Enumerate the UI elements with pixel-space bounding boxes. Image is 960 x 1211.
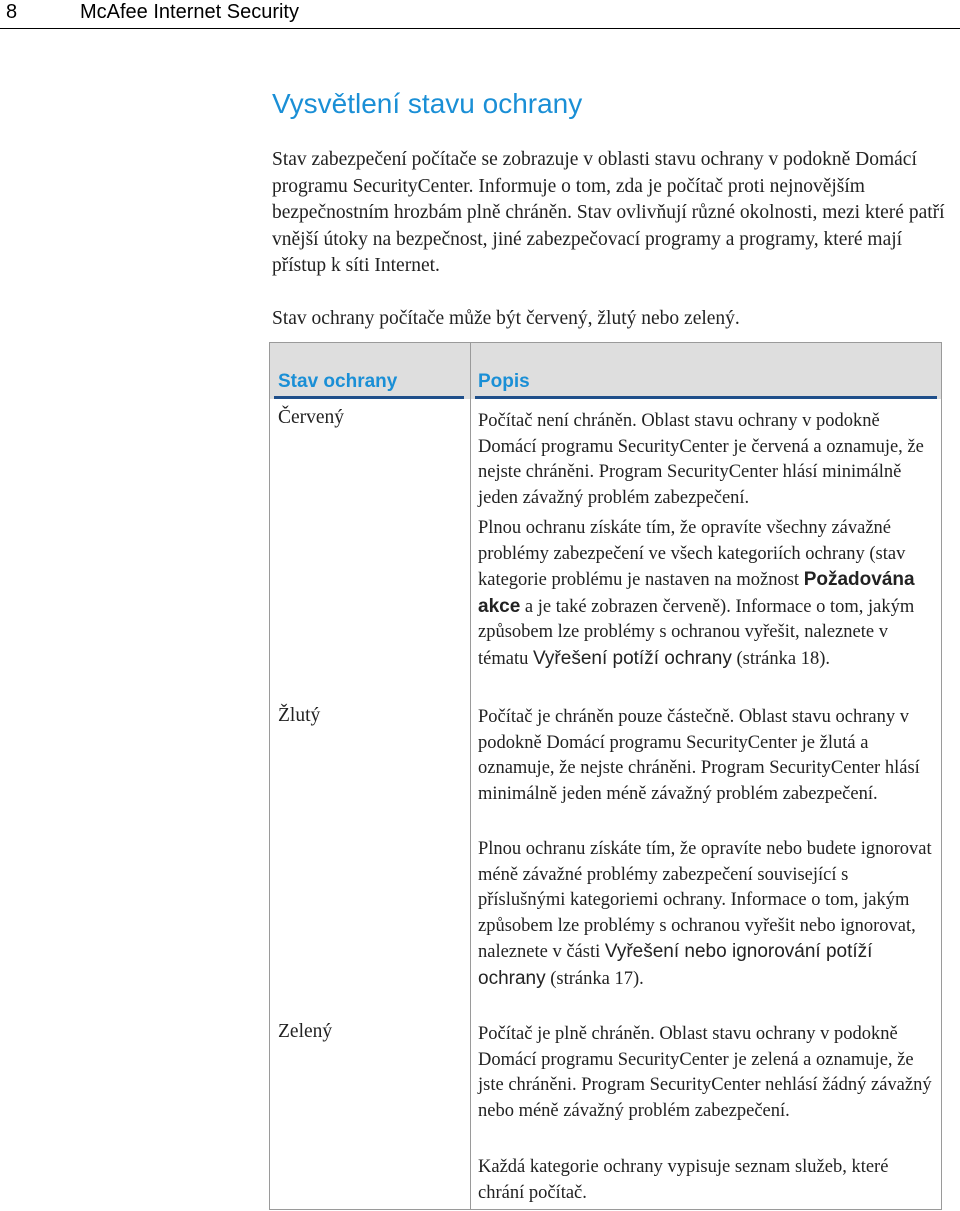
status-description: Počítač není chráněn. Oblast stavu ochrany v podokně Domácí programu SecurityCenter je červená a oznamuje, že nejste chráněni. Program SecurityCenter hlásí minimálně jeden závažný problém zabezpečení. [478,411,924,508]
header-title: McAfee Internet Security [80,1,299,23]
topic-reference: Vyřešení nebo ignorování potíží ochrany [478,941,873,989]
page-reference: (stránka 18). [731,648,830,669]
status-guidance [478,837,938,992]
status-name-green: Zelený [278,1021,333,1042]
column-header-status: Stav ochrany [278,371,398,392]
header-underline [274,396,464,399]
page-reference: (stránka 17). [545,968,644,989]
status-name-yellow: Žlutý [278,705,321,726]
status-guidance: Každá kategorie ochrany vypisuje seznam služeb, které chrání počítač. [478,1157,889,1203]
status-description: Počítač je plně chráněn. Oblast stavu ochrany v podokně Domácí programu SecurityCenter je zelená a oznamuje, že jste chráněni. Program SecurityCenter nehlásí žádný závažný nebo méně závažný problém zabezpečení. [478,1024,932,1121]
header-underline [475,396,937,399]
column-divider [470,343,471,1209]
action-required-label: Požadována akce [478,569,915,617]
status-name-red: Červený [278,407,345,428]
page-number: 8 [6,1,18,23]
guidance-text: a je také zobrazen červeně). Informace o tom, jakým způsobem lze problémy s ochranou vyřešit, naleznete v tématu [478,596,915,669]
status-table [269,342,942,1210]
status-guidance [478,516,938,672]
status-description: Počítač je chráněn pouze částečně. Oblast stavu ochrany v podokně Domácí programu SecurityCenter je žlutá a oznamuje, že nejste chráněni. Program SecurityCenter hlásí minimálně jeden méně závažný problém zabezpečení. [478,707,920,804]
states-paragraph: Stav ochrany počítače může být červený, žlutý nebo zelený. [272,308,740,329]
guidance-text: Plnou ochranu získáte tím, že opravíte všechny závažné problémy zabezpečení ve všech kategoriích ochrany (stav kategorie problému je nastaven na možnost [478,518,906,590]
topic-reference: Vyřešení potíží ochrany [532,647,732,669]
column-header-description: Popis [478,371,530,392]
intro-paragraph: Stav zabezpečení počítače se zobrazuje v oblasti stavu ochrany v podokně Domácí programu SecurityCenter. Informuje o tom, zda je počítač proti nejnovějším bezpečnostním hrozbám plně chráněn. Stav ovlivňují různé okolnosti, mezi které patří vnější útoky na bezpečnost, jiné zabezpečovací programy a programy, které mají přístup k síti Internet. [272,149,945,276]
guidance-text: Plnou ochranu získáte tím, že opravíte nebo budete ignorovat méně závažné problémy zabezpečení související s příslušnými kategoriemi ochrany. Informace o tom, jakým způsobem lze problémy s ochranou vyřešit nebo ignorovat, naleznete v části [478,839,932,962]
section-title: Vysvětlení stavu ochrany [272,88,583,119]
page-header [0,0,960,29]
